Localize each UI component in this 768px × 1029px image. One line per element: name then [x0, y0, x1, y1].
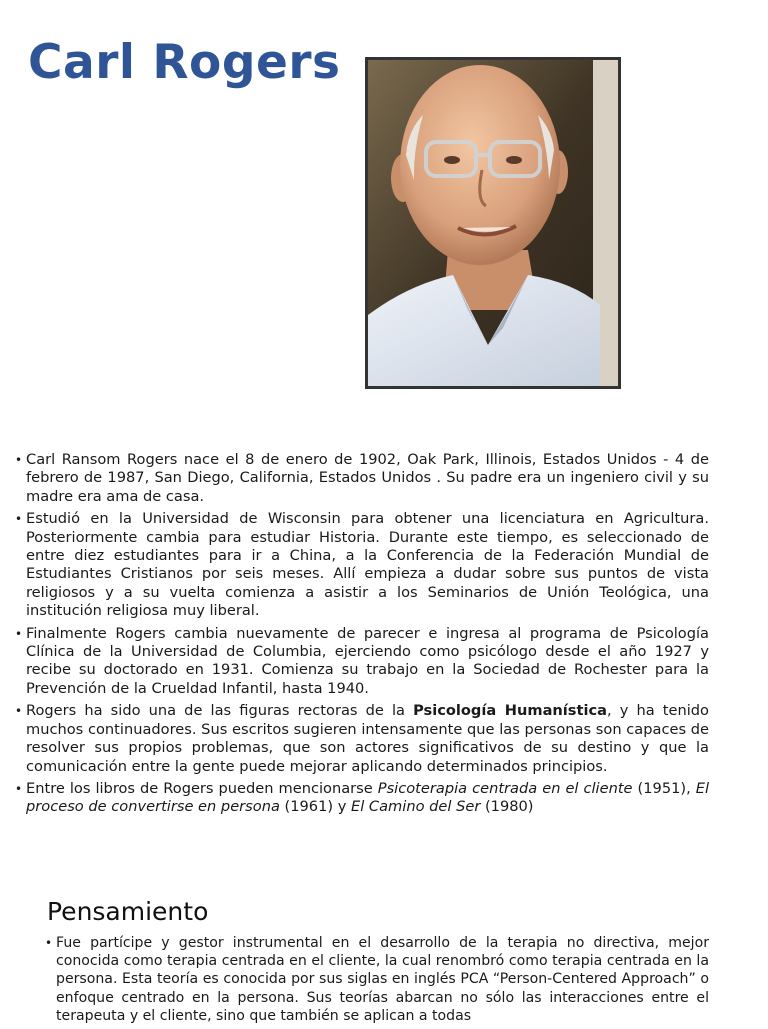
section-heading-thought: Pensamiento — [47, 897, 209, 926]
book-title: Psicoterapia centrada en el cliente — [377, 779, 633, 797]
portrait-image — [368, 60, 618, 386]
bio-item-influence: • Rogers ha sido una de las figuras rectoras de la Psicología Humanística, y ha tenido muchos continuadores. Sus escritos sugieren intensamente que las personas son capaces de resolver sus propios problemas, que son actores significativos de su destino y que la comunicación entre la gente puede mejorar aplicando determinados principios. — [15, 702, 709, 776]
portrait-photo — [365, 57, 621, 389]
bio-item-career: • Finalmente Rogers cambia nuevamente de parecer e ingresa al programa de Psicología Clínica de la Universidad de Columbia, ejerciendo como psicólogo desde el año 1927 y recibe su doctorado en 1931. Comienza su trabajo en la Sociedad de Rochester para la Prevención de la Crueldad Infantil, hasta 1940. — [15, 625, 709, 699]
page-title: Carl Rogers — [28, 35, 341, 90]
biography-list — [15, 451, 709, 821]
humanistic-psychology-term: Psicología Humanística — [413, 702, 607, 720]
bio-item-studies: • Estudió en la Universidad de Wisconsin para obtener una licenciatura en Agricultura. Posteriormente cambia para estudiar Historia. Durante este tiempo, es seleccionado de entre diez estudiantes para ir a China, a la Conferencia de la Federación Mundial de Estudiantes Cristianos por seis meses. Allí empieza a dudar sobre sus puntos de vista religiosos y a su vuelta comienza a asistir a los Seminarios de Unión Teológica, una institución religiosa muy liberal. — [15, 510, 709, 620]
bio-item-birth: • Carl Ransom Rogers nace el 8 de enero de 1902, Oak Park, Illinois, Estados Unidos - 4 de febrero de 1987, San Diego, California, Estados Unidos . Su padre era un ingeniero civil y su madre era ama de casa. — [15, 451, 709, 506]
thought-item-therapy: • Fue partícipe y gestor instrumental en el desarrollo de la terapia no directiva, mejor conocida como terapia centrada en el cliente, la cual renombró como terapia centrada en la persona. Esta teoría es conocida por sus siglas en inglés PCA “Person-Centered Approach” o enfoque centrado en la persona. Sus teorías abarcan no sólo las interacciones entre el terapeuta y el cliente, sino que también se aplican a todas — [45, 934, 709, 1025]
book-title: El proceso de convertirse en persona — [26, 779, 710, 816]
book-title: El Camino del Ser — [351, 798, 481, 816]
bio-item-books: • Entre los libros de Rogers pueden mencionarse Psicoterapia centrada en el cliente (1951), El proceso de convertirse en persona (1961) y El Camino del Ser (1980) — [15, 780, 709, 817]
thought-list — [45, 934, 709, 1029]
